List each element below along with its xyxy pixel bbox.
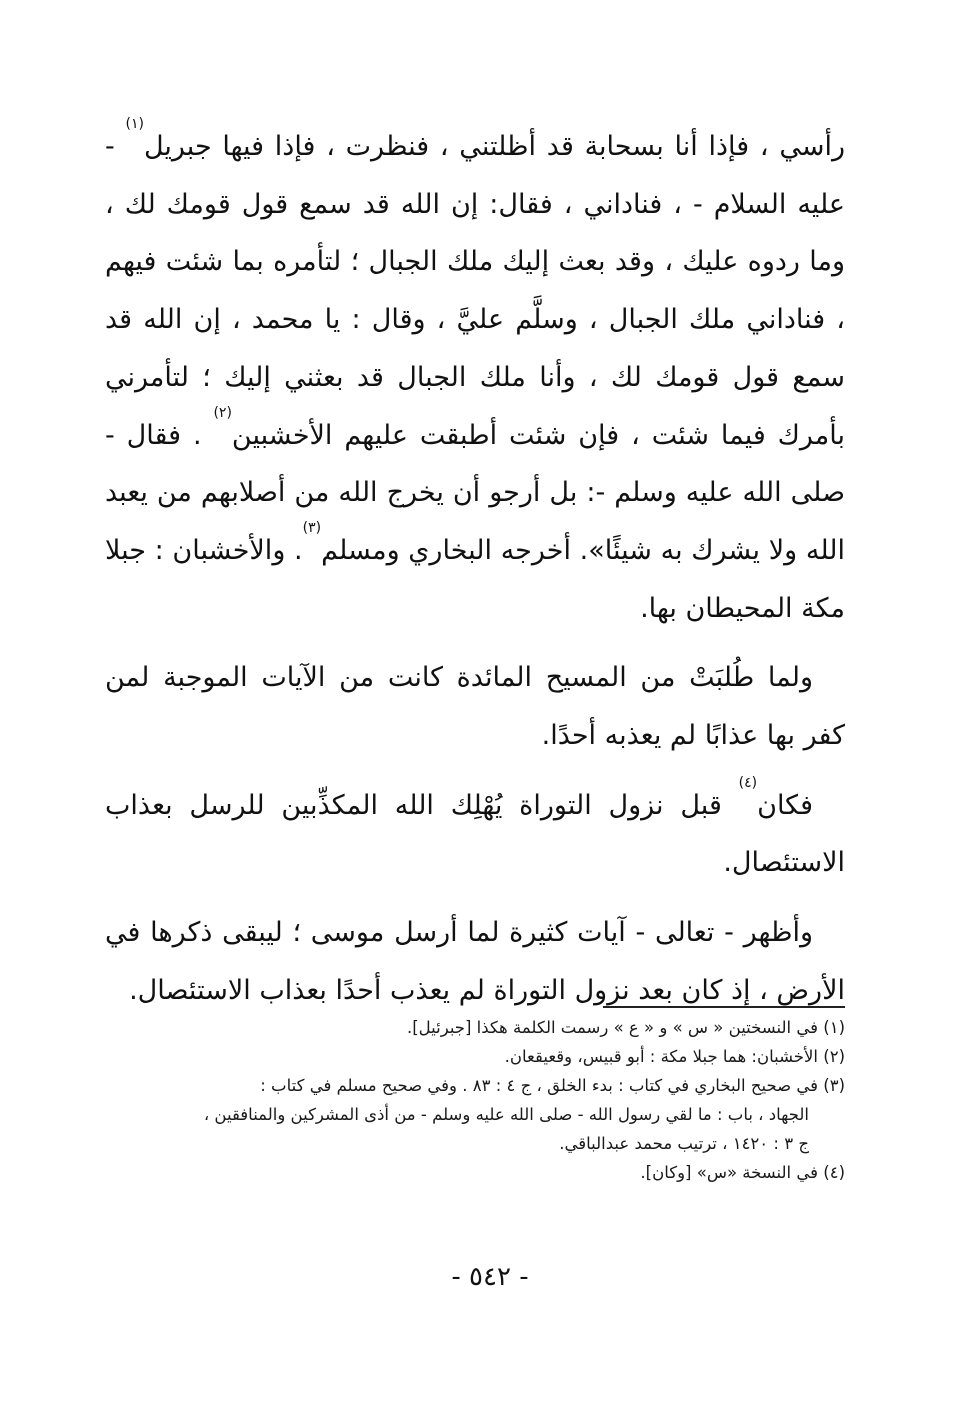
- footnote-ref-2: (٢): [213, 404, 232, 421]
- paragraph-1-part-c: . فقال - صلى الله عليه وسلم -: بل أرجو أن يخرج الله من أصلابهم من يعبد الله ولا يشرك به شيئًا». أخرجه البخاري ومسلم: [105, 419, 845, 566]
- paragraph-2: ولما طُلبَتْ من المسيح المائدة كانت من الآيات الموجبة لمن كفر بها عذابًا لم يعذبه أحدًا.: [105, 662, 845, 752]
- footnote-4: (٤) في النسخة «س» [وكان].: [640, 1163, 845, 1182]
- footnote-1: (١) في النسختين « س » و « ع » رسمت الكلمة هكذا [جبرئيل].: [406, 1018, 845, 1037]
- page-number: - ٥٤٢ -: [451, 1262, 529, 1292]
- paragraph-3: [105, 774, 845, 892]
- footnote-2: (٢) الأخشبان: هما جبلا مكة : أبو قبيس، وقعيقعان.: [504, 1047, 845, 1066]
- footnote-3-line-3: ج ٣ : ١٤٢٠ ، ترتيب محمد عبدالباقي.: [559, 1134, 809, 1153]
- paragraph-1-part-d: . والأخشبان : جبلا مكة المحيطان بها.: [105, 534, 845, 624]
- paragraph-4: وأظهر - تعالى - آيات كثيرة لما أرسل موسى ؛ ليبقى ذكرها في الأرض ، إذ كان بعد نزول التوراة لم يعذب أحدًا بعذاب الاستئصال.: [105, 917, 845, 1006]
- main-text: [105, 118, 845, 1020]
- footnote-ref-4: (٤): [738, 774, 758, 791]
- paragraph-1-part-b: - عليه السلام - ، فناداني ، فقال: إن الله قد سمع قول قومك لك ، وما ردوه عليك ، وقد بعث إليك ملك الجبال ؛ لتأمره بما شئت فيهم ، فناداني ملك الجبال ، وسلَّم عليَّ ، وقال : يا محمد ، إن الله قد سمع قول قومك لك ، وأنا ملك الجبال قد بعثني إليك ؛ لتأمرني بأمرك فيما شئت ، فإن شئت أطبقت عليهم الأخشبين: [105, 131, 846, 451]
- footnotes: [105, 1013, 845, 1187]
- footnote-3-line-2: الجهاد ، باب : ما لقي رسول الله - صلى الله عليه وسلم - من أذى المشركين والمنافقين ،: [203, 1105, 809, 1124]
- paragraph-1-part-a: رأسي ، فإذا أنا بسحابة قد أظلتني ، فنظرت ، فإذا فيها جبريل: [143, 131, 845, 162]
- footnote-ref-3: (٣): [302, 519, 322, 536]
- paragraph-1: [105, 118, 845, 637]
- paragraph-3-part-a: فكان: [757, 789, 813, 821]
- footnote-3-line-1: (٣) في صحيح البخاري في كتاب : بدء الخلق ، ج ٤ : ٨٣ . وفي صحيح مسلم في كتاب :: [260, 1076, 845, 1095]
- footnote-separator: [603, 1006, 845, 1008]
- paragraph-3-part-b: قبل نزول التوراة يُهْلِك الله المكذِّبين للرسل بعذاب الاستئصال.: [105, 789, 845, 879]
- footnote-ref-1: (١): [125, 116, 144, 132]
